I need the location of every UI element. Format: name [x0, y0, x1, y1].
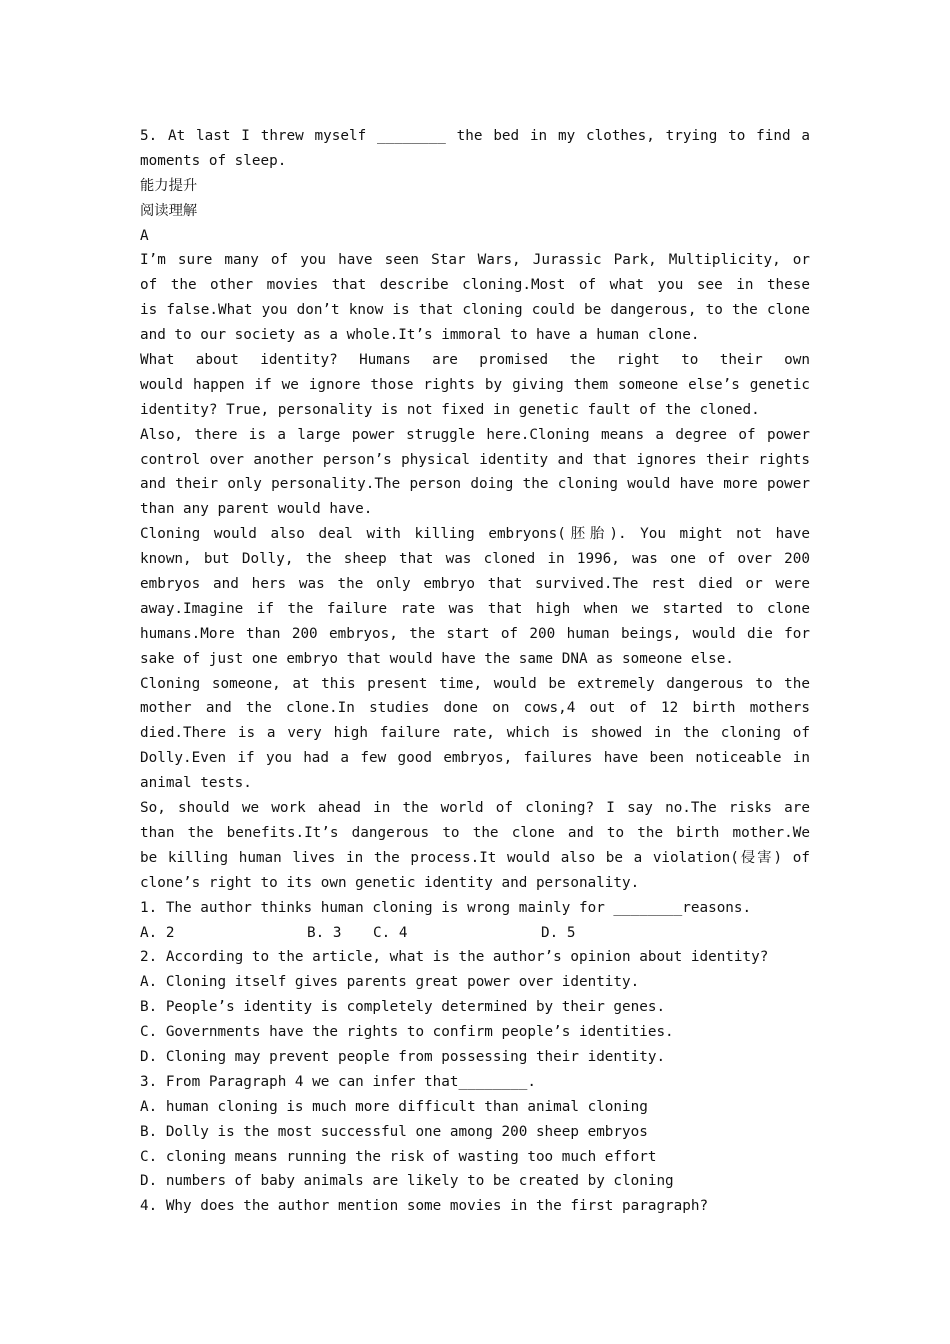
reading-passage: [140, 248, 810, 895]
passage-line: humans.More than 200 embryos, the start of 200 human beings, would die for: [140, 625, 810, 642]
question-2-stem: 2. According to the article, what is the author’s opinion about identity?: [140, 949, 769, 966]
exercise-5-line-2: moments of sleep.: [140, 152, 287, 169]
passage-line: Also, there is a large power struggle here.Cloning means a degree of power: [140, 426, 810, 443]
passage-line: would happen if we ignore those rights by giving them someone else’s genetic: [140, 376, 810, 393]
section-heading-reading: 阅读理解: [140, 202, 198, 219]
question-3-option-d: D. numbers of baby animals are likely to be created by cloning: [140, 1173, 674, 1190]
passage-line: and to our society as a whole.It’s immoral to have a human clone.: [140, 327, 700, 344]
question-2-option-b: B. People’s identity is completely determined by their genes.: [140, 999, 666, 1016]
question-1-option-a: A. 2: [140, 924, 175, 941]
passage-line: clone’s right to its own genetic identity and personality.: [140, 874, 640, 891]
question-3-option-a: A. human cloning is much more difficult than animal cloning: [140, 1098, 648, 1115]
passage-line: So, should we work ahead in the world of cloning? I say no.The risks are: [140, 800, 810, 817]
passage-line: than the benefits.It’s dangerous to the clone and to the birth mother.We: [140, 824, 810, 841]
passage-line: Cloning someone, at this present time, would be extremely dangerous to the: [140, 675, 810, 692]
question-3-option-b: B. Dolly is the most successful one among 200 sheep embryos: [140, 1123, 648, 1140]
question-3-stem: 3. From Paragraph 4 we can infer that________.: [140, 1073, 536, 1090]
passage-line: than any parent would have.: [140, 501, 373, 518]
question-3-option-c: C. cloning means running the risk of wasting too much effort: [140, 1148, 657, 1165]
passage-line: animal tests.: [140, 775, 252, 792]
passage-line: of the other movies that describe cloning.Most of what you see in these: [140, 277, 810, 294]
passage-line: embryos and hers was the only embryo that survived.The rest died or were: [140, 576, 810, 593]
passage-line: I’m sure many of you have seen Star Wars, Jurassic Park, Multiplicity, or: [140, 252, 810, 269]
question-1-option-d: D. 5: [541, 924, 576, 941]
document-body: [140, 124, 810, 1219]
passage-line: known, but Dolly, the sheep that was cloned in 1996, was one of over 200: [140, 551, 810, 568]
passage-line: died.There is a very high failure rate, which is showed in the cloning of: [140, 725, 810, 742]
question-1-stem: 1. The author thinks human cloning is wrong mainly for ________reasons.: [140, 899, 752, 916]
passage-line: What about identity? Humans are promised the right to their own: [140, 352, 810, 369]
question-1-option-c: C. 4: [373, 924, 408, 941]
passage-line: away.Imagine if the failure rate was that high when we started to clone: [140, 600, 810, 617]
question-1-options: [140, 921, 810, 946]
question-1-option-b: B. 3: [307, 924, 342, 941]
passage-line: be killing human lives in the process.It would also be a violation(侵害) of: [140, 849, 810, 866]
passage-line: control over another person’s physical identity and that ignores their rights: [140, 451, 810, 468]
passage-line: identity? True, personality is not fixed in genetic fault of the cloned.: [140, 401, 760, 418]
passage-line: and their only personality.The person doing the cloning would have more power: [140, 476, 810, 493]
passage-line: Cloning would also deal with killing embryons(胚胎). You might not have: [140, 526, 810, 543]
passage-line: is false.What you don’t know is that cloning could be dangerous, to the clone: [140, 302, 810, 319]
question-2-option-d: D. Cloning may prevent people from possessing their identity.: [140, 1048, 666, 1065]
section-heading-ability: 能力提升: [140, 177, 198, 194]
passage-line: mother and the clone.In studies done on cows,4 out of 12 birth mothers: [140, 700, 810, 717]
question-2-option-c: C. Governments have the rights to confirm people’s identities.: [140, 1024, 674, 1041]
exercise-5-line-1: 5. At last I threw myself ________ the bed in my clothes, trying to find a: [140, 128, 810, 144]
passage-label: A: [140, 227, 149, 244]
question-4-stem: 4. Why does the author mention some movies in the first paragraph?: [140, 1198, 709, 1215]
question-2-option-a: A. Cloning itself gives parents great power over identity.: [140, 974, 640, 991]
passage-line: Dolly.Even if you had a few good embryos, failures have been noticeable in: [140, 750, 810, 767]
passage-line: sake of just one embryo that would have the same DNA as someone else.: [140, 650, 734, 667]
